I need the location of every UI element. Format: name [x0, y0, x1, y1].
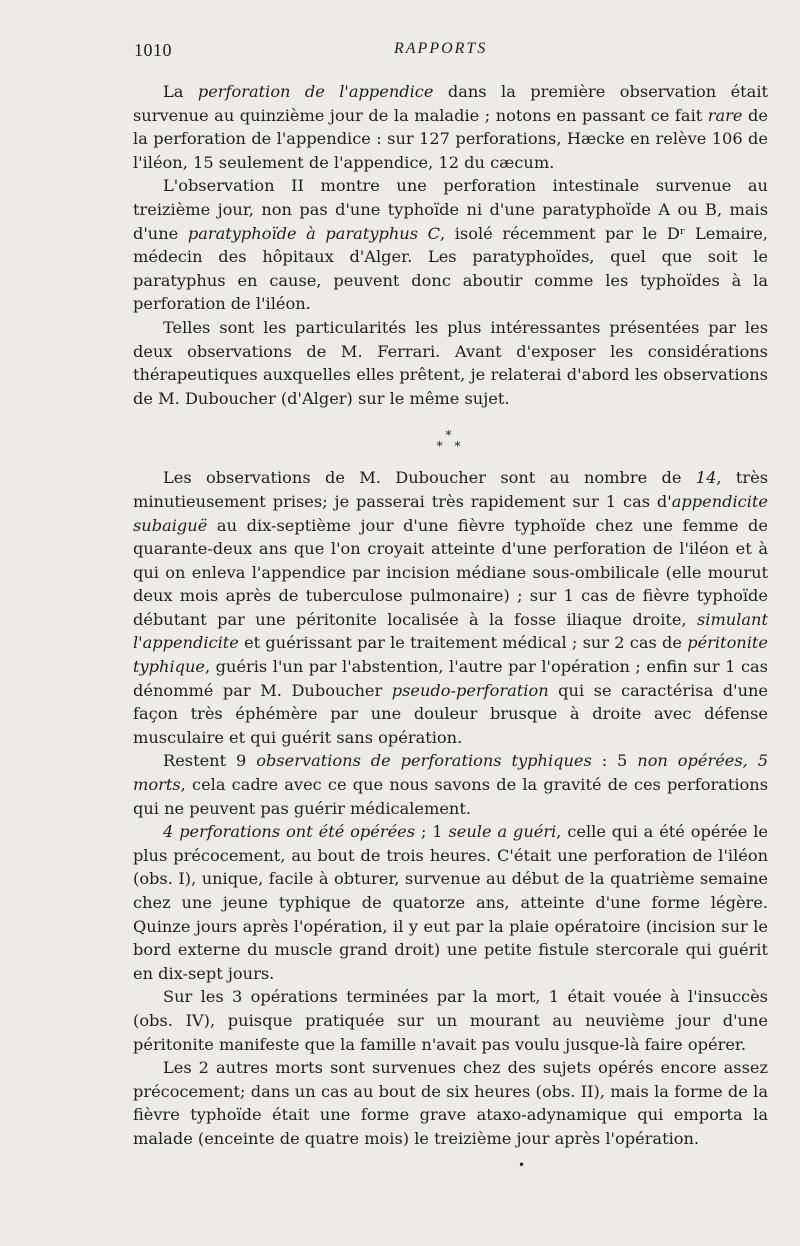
text-run: , isolé récemment par le Dʳ Lemaire, médecin des hôpitaux d'Alger. Les paratyphoïdes, quel que soit le paratyphus en cause, peuvent donc aboutir comme les typhoïdes à la perforation de l'iléon.: [133, 223, 769, 314]
italic-text: pseudo-perforation: [391, 680, 549, 700]
text-run: de la perforation de l'appendice : sur 127 perforations, Hæcke en relève 106 de l'iléon, 15 seulement de l'appendice, 12 du cæcum.: [133, 105, 768, 172]
text-run: et guérissant par le traitement médical ; sur 2 cas de: [238, 633, 688, 653]
ink-dot: •: [518, 1158, 526, 1172]
text-run: , très minutieusement prises; je passerai très rapidement sur 1 cas d': [133, 468, 768, 511]
separator-top: *: [445, 428, 456, 443]
paragraph: [133, 1056, 768, 1150]
text-run: ; 1: [415, 822, 449, 842]
italic-text: 14: [695, 468, 717, 488]
text-run: Sur les 3 opérations terminées par la mort, 1 était vouée à l'insuccès (obs. IV), puisque pratiquée sur un mourant au neuvième jour d'une péritonite manifeste que la famille n'avait pas voulu jusque-là faire opérer.: [133, 987, 768, 1054]
paragraph: [133, 466, 768, 749]
text-run: Les observations de M. Duboucher sont au nombre de: [163, 468, 696, 488]
text-run: La: [163, 82, 198, 101]
text-run: L'observation II montre une perforation intestinale survenue au treizième jour, non pas d'une typhoïde ni d'une paratyphoïde A ou B, mais d'une: [133, 176, 768, 243]
text-run: Telles sont les particularités les plus intéressantes présentées par les deux observations de M. Ferrari. Avant d'exposer les considérations thérapeutiques auxquelles elles prêtent, je relaterai d'abord les observations de M. Duboucher (d'Alger) sur le même sujet.: [133, 317, 768, 408]
italic-text: non opérées, 5 morts: [133, 751, 768, 795]
paragraph: [133, 985, 768, 1056]
text-run: , celle qui a été opérée le plus précocement, au bout de trois heures. C'était une perforation de l'iléon (obs. I), unique, facile à obturer, survenue au début de la quatrième semaine chez une jeune typhique de quatorze ans, atteinte d'une forme légère. Quinze jours après l'opération, il y eut par la plaie opératoire (incision sur le bord externe du muscle grand droit) une petite fistule stercorale qui guérit en dix-sept jours.: [133, 822, 768, 983]
italic-text: appendicite subaiguë: [133, 491, 768, 535]
text-run: au dix-septième jour d'une fièvre typhoïde chez une femme de quarante-deux ans que l'on croyait atteinte d'une perforation de l'iléon et à qui on enleva l'appendice par incision médiane sous-ombilicale (elle mourut deux mois après de tuberculose pulmonaire) ; sur 1 cas de fièvre typhoïde débutant par une péritonite localisée à la fosse iliaque droite,: [133, 515, 768, 629]
text-run: , cela cadre avec ce que nous savons de la gravité de ces perforations qui ne peuvent pas guérir médicalement.: [133, 775, 768, 818]
italic-text: observations de perforations typhiques: [256, 751, 592, 771]
separator-bottom: * *: [436, 439, 465, 454]
italic-text: 4 perforations ont été opérées: [163, 822, 416, 842]
italic-text: péritonite typhique: [133, 633, 768, 677]
italic-text: paratyphoïde à paratyphus C: [187, 223, 440, 243]
paragraph: [133, 174, 768, 316]
page-number: 1010: [134, 40, 172, 60]
paragraph: [133, 820, 768, 985]
italic-text: rare: [707, 105, 743, 125]
italic-text: perforation de l'appendice: [197, 82, 434, 101]
body-text: [133, 80, 768, 1151]
text-run: : 5: [591, 751, 638, 771]
paragraph: [133, 80, 768, 174]
text-run: qui se caractérisa d'une façon très éphémère par une douleur brusque à droite avec défense musculaire et qui guérit sans opération.: [133, 680, 768, 747]
italic-text: simulant l'appendicite: [133, 609, 768, 653]
running-head: RAPPORTS: [394, 40, 488, 57]
section-separator: [133, 430, 768, 452]
text-run: Les 2 autres morts sont survenues chez des sujets opérés encore assez précocement; dans un cas au bout de six heures (obs. II), mais la forme de la fièvre typhoïde était une forme grave ataxo-adynamique qui emporta la malade (enceinte de quatre mois) le treizième jour après l'opération.: [133, 1058, 768, 1148]
italic-text: seule a guéri: [448, 822, 557, 842]
paragraph: [133, 316, 768, 410]
page-header: [134, 40, 730, 66]
text-run: dans la première observation était survenue au quinzième jour de la maladie ; notons en passant ce fait: [133, 82, 768, 125]
text-run: , guéris l'un par l'abstention, l'autre par l'opération ; enfin sur 1 cas dénommé par M. Duboucher: [133, 657, 768, 700]
text-run: Restent 9: [163, 751, 257, 771]
paragraph: [133, 749, 768, 820]
